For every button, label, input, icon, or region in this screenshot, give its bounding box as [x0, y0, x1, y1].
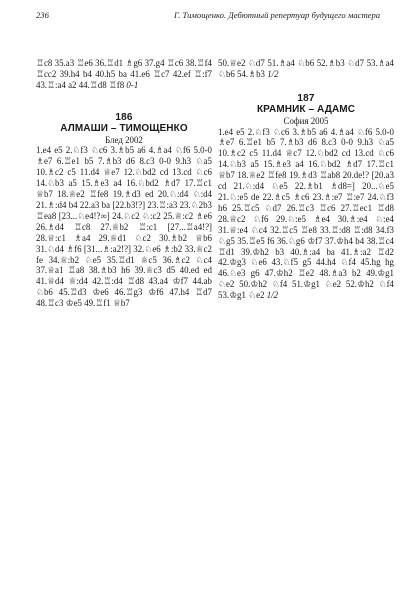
- right-column: [218, 58, 394, 301]
- game-players: АЛМАШИ – ТИМОЩЕНКО: [60, 122, 188, 134]
- running-title: Г. Тимощенко. Дебютный репертуар будущего мастера: [174, 10, 381, 20]
- page-number: 236: [36, 10, 49, 20]
- game-players: КРАМНИК – АДАМС: [256, 103, 356, 115]
- game-venue: София 2005: [283, 115, 329, 126]
- game-moves: [218, 127, 394, 302]
- game-result: 1/2: [266, 290, 279, 301]
- continuation-result: 1/2: [267, 68, 279, 79]
- continuation-moves: ♖c8 35.a3 ♖e6 36.♖d1 ♗g6 37.g4 ♖c6 38.♖f4 ♖cc2 39.h4 b4 40.h5 ba 41.e6 ♖c7 42.ef ♖:f7 43.♖:a4 a2 44.♖d8 ♖f8: [36, 58, 212, 90]
- game-moves-text: 1.e4 e5 2.♘f3 ♘c6 3.♗b5 a6 4.♗a4 ♘f6 5.0-0 ♗e7 6.♖e1 b5 7.♗b3 d6 8.c3 0-0 9.h3 ♘a5 10.♗c2 c5 11.d4 ♕c7 12.♘bd2 cd 13.cd ♘c6 14.♘b3 a5 15.♗e3 a4 16.♘bd2 ♗d7 17.♖c1 ♕b7 18.♕e2 ♖fe8 19.♗d3 ♖ab8 20.de!? [20.a3 cd 21.♘:d4 ♘e5 22.♗b1 ♗d8=] 20...♘e5 21.♘:e5 de 22.♗c5 ♗c6 23.♗:e7 ♖:e7 24.♘f3 h6 25.♖c5 ♘d7 26.♖c3 ♖c6 27.♖ec1 ♖d8 28.♕c2 ♘f6 29.♘:e5 ♗e4 30.♗:e4 ♘:e4 31.♕:e4 ♘c4 32.♖c5 ♖e8 33.♖:d8 ♖:d8 34.f3 ♘g5 35.♖e5 f6 36.♘g6 ♔f7 37.♔h4 b4 38.♖c4 ♖d1 39.♔h2 b3 40.♗:a4 ba 41.♗:a2 ♖d2 42.♔g3 ♘e6 43.♘f5 g5 44.h4 ♘f4 45.hg hg 46.♘e3 g6 47.♔h2 ♖e2 48.♗a3 b2 49.♔g1 ♘e2 50.♔h2 ♘f4 51.♔g1 ♘e2 52.♔h2 ♘f4 53.♔g1 ♘e2: [218, 126, 394, 301]
- running-header: [0, 0, 416, 24]
- continuation-result: 0-1: [126, 79, 139, 90]
- game-number: 186: [115, 111, 133, 123]
- game-number: 187: [297, 92, 315, 104]
- game-moves: 1.e4 e5 2.♘f3 ♘c6 3.♗b5 a6 4.♗a4 ♘f6 5.0-0 ♗e7 6.♖e1 b5 7.♗b3 d6 8.c3 0-0 9.h3 ♘a5 10.♗c2 c5 11.d4 ♕e7 12.♘bd2 cd 13.cd ♘c6 14.♘b3 a5 15.♗e3 a4 16.♘bd2 ♗d7 17.♖c1 ♕b7 18.♕e2 ♖fe8 19.♗d3 ed 20.♘:d4 ♘:d4 21.♗:d4 b4 22.a3 ba [22.b3!?] 23.♖:a3 23.♘2b3 ♖ea8 [23...♘e4!?∞] 24.♘c2 ♘:c2 25.♕:c2 ♗e6 26.♗d4 ♖c8 27.♕b2 ♖:c1 [27...♖a4!?] 28.♕:c1 ♗a4 29.♕d1 ♘c2 30.♗b2 ♕b6 31.♘d4 ♗f6 [31...♗:a2!?] 32.♘e6 ♗:b2 33.♕c2 fe 34.♕:b2 ♘e5 35.♖d1 ♕c5 36.♗c2 ♘c4 37.♕a1 ♖a8 38.♗b3 h6 39.♕c3 d5 40.ed ed 41.♕d4 ♕:d4 42.♖:d4 ♖d8 43.a4 ♔f7 44.ab ♘b6 45.♖d3 ♔e6 46.♖g3 ♔f6 47.h4 ♖d7 48.♖c3 ♔e5 49.♖f1 ♕b7: [36, 145, 212, 309]
- left-column: [36, 58, 212, 309]
- continuation-moves: 50.♕e2 ♘d7 51.♗a4 ♘b6 52.♗b3 ♘d7 53.♗a4 ♘b6 54.♗b3: [218, 58, 394, 79]
- game-continuation: [218, 58, 394, 80]
- game-venue: Блед 2002: [105, 134, 143, 145]
- game-186: [36, 113, 212, 309]
- game-continuation: [36, 58, 212, 91]
- game-187: [218, 94, 394, 301]
